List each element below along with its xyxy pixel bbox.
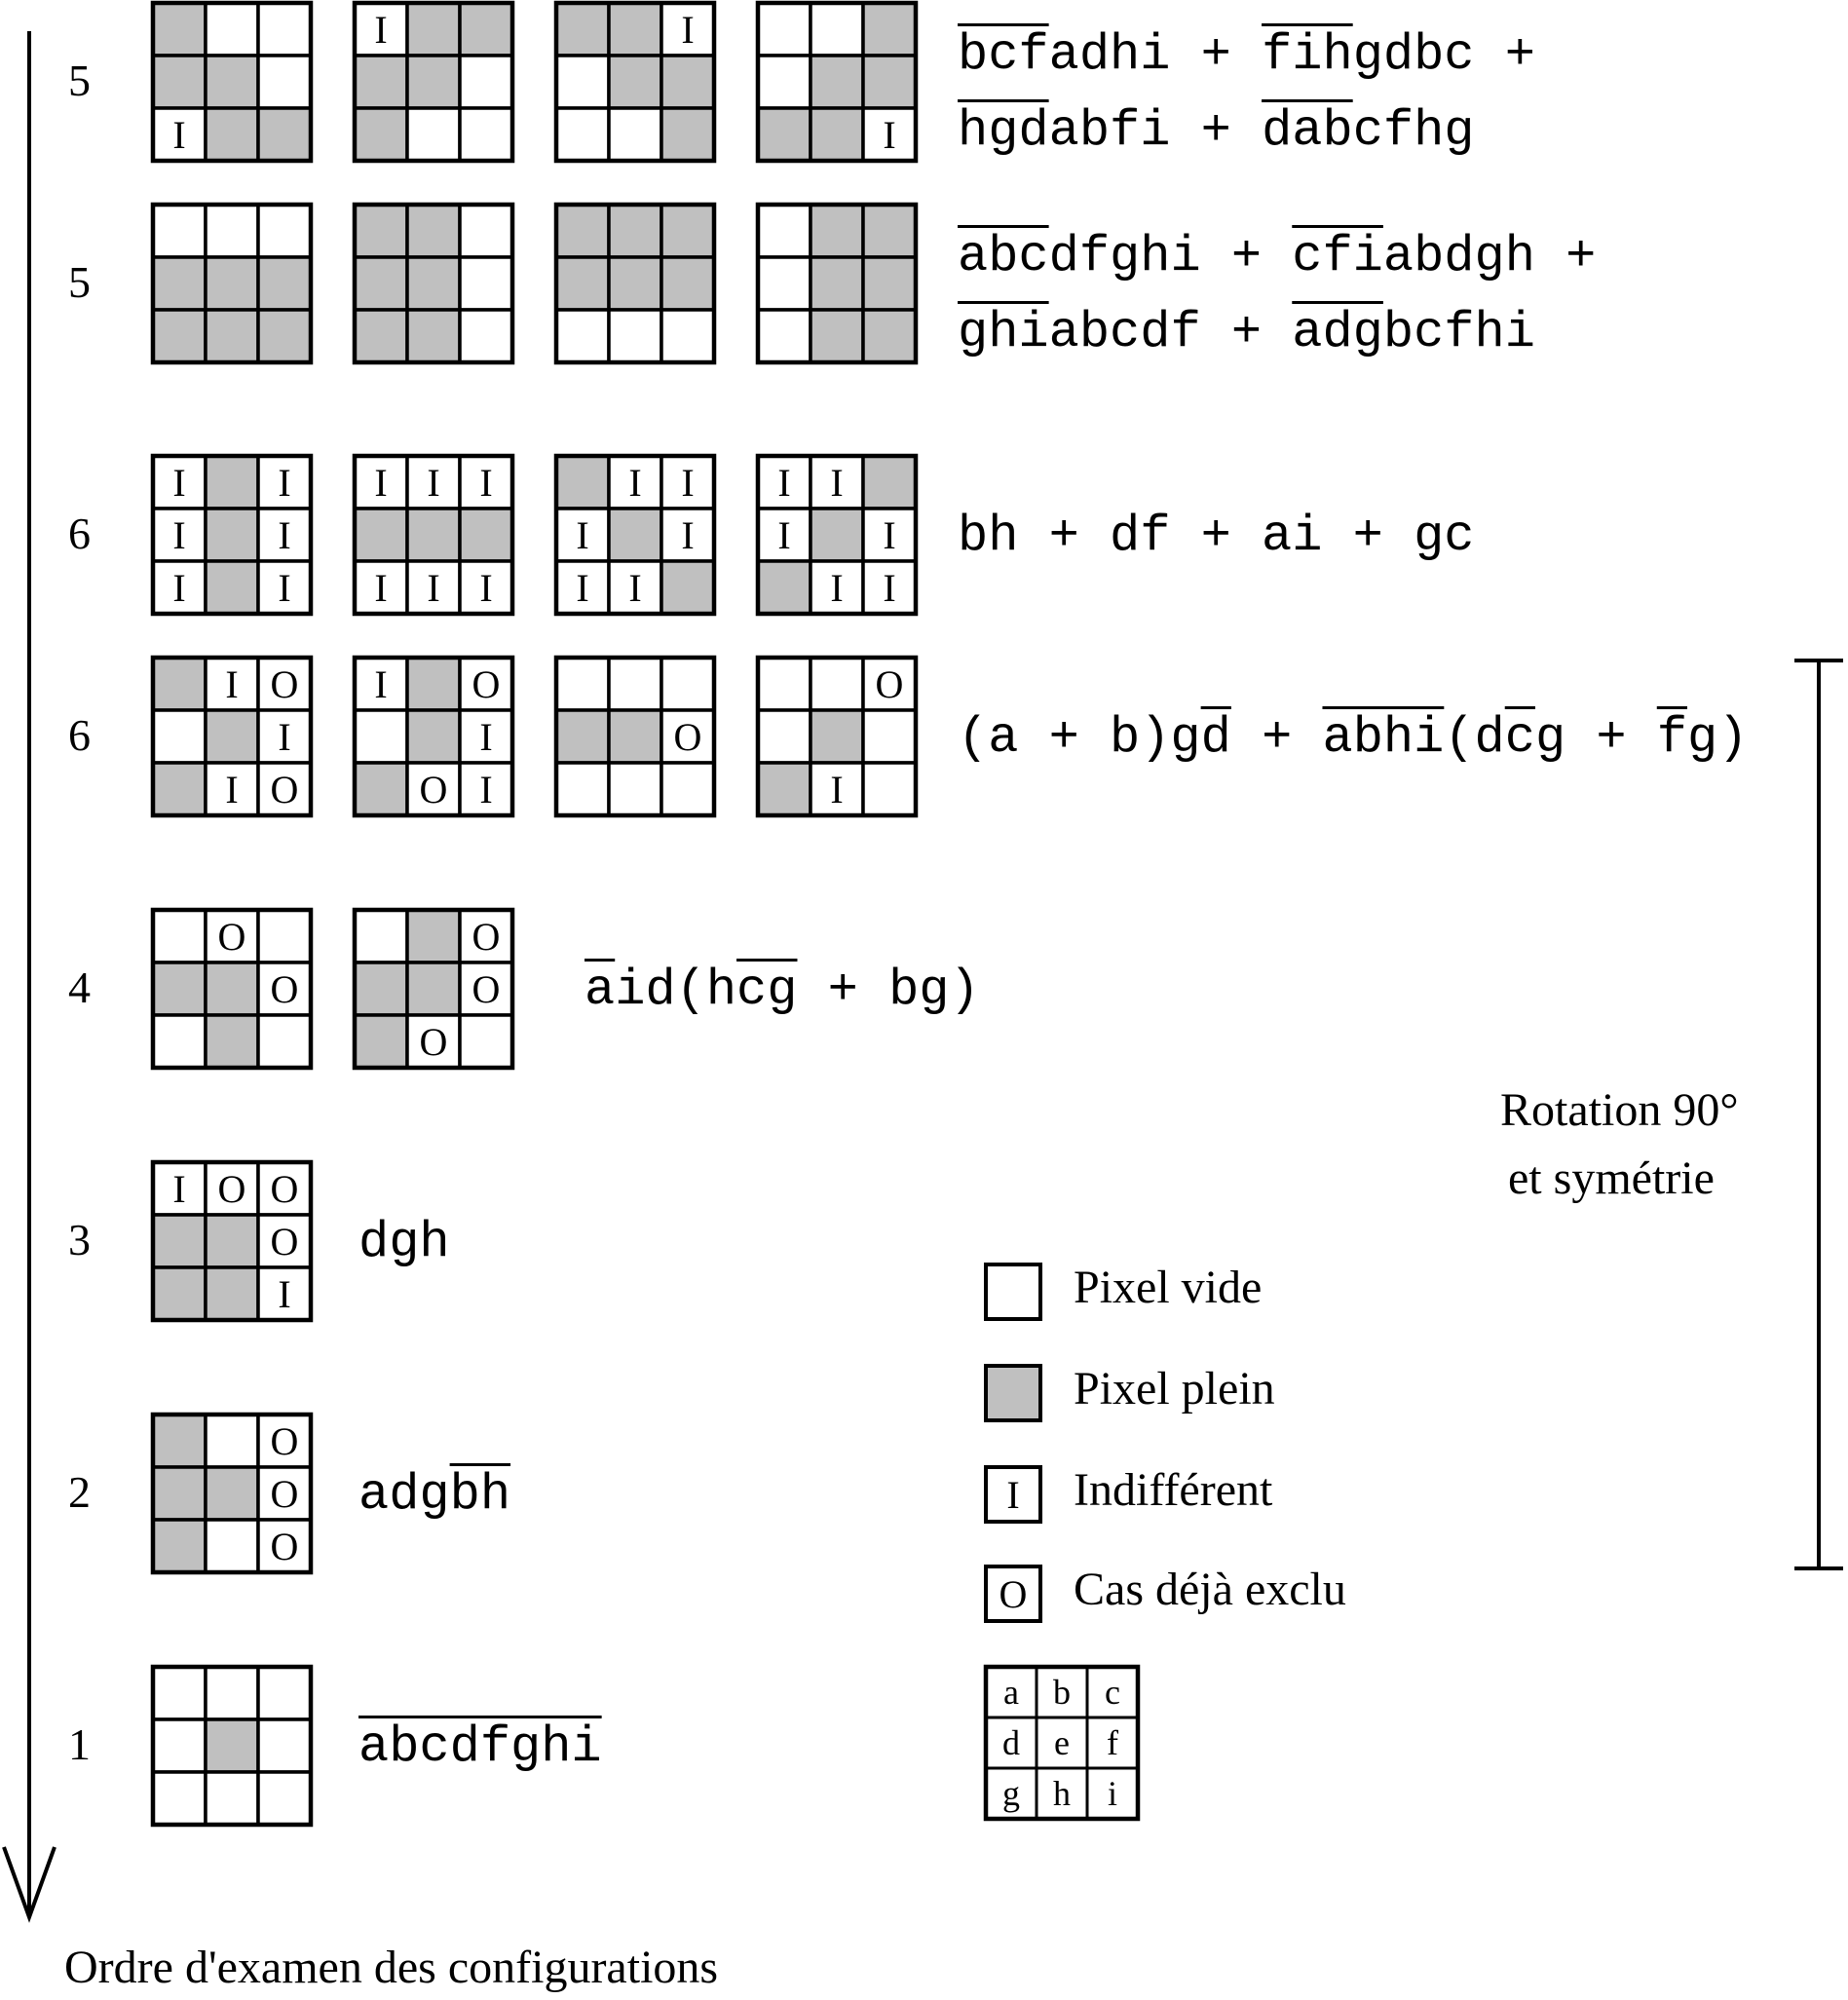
pixel-empty — [556, 310, 609, 362]
excluded-mark: O — [471, 915, 501, 959]
pixel-full — [206, 456, 258, 509]
formula-term: (a + b)g — [958, 709, 1201, 767]
pixel-empty — [661, 310, 714, 362]
configuration-grid — [355, 205, 512, 362]
excluded-mark: O — [270, 1167, 299, 1211]
formula-term: + — [1230, 709, 1323, 767]
pixel-empty — [153, 205, 206, 257]
pixel-empty — [153, 1667, 206, 1719]
legend-label-indifferent: Indifférent — [1074, 1464, 1273, 1516]
excluded-mark: O — [471, 967, 501, 1011]
excluded-mark: O — [270, 768, 299, 811]
pixel-full — [153, 1267, 206, 1320]
pixel-empty — [206, 1520, 258, 1572]
pixel-full — [758, 763, 811, 815]
pixel-full — [355, 108, 407, 161]
pixel-full — [355, 205, 407, 257]
negated-term: $\overline{bh}$ — [449, 1466, 511, 1524]
indifferent-mark: I — [681, 461, 695, 505]
pixel-empty — [609, 763, 661, 815]
indifferent-mark: I — [681, 513, 695, 557]
excluded-mark: O — [270, 1525, 299, 1568]
pixel-empty — [609, 658, 661, 710]
indifferent-mark: I — [172, 566, 186, 610]
pixel-full — [153, 1215, 206, 1267]
pixel-full — [661, 205, 714, 257]
negated-term: $\overline{d}$ — [1200, 709, 1231, 767]
pixel-full — [609, 205, 661, 257]
negated-term: $\overline{cg}$ — [736, 962, 798, 1019]
pixel-empty — [258, 205, 311, 257]
indifferent-mark: I — [278, 715, 291, 759]
pixel-empty — [758, 310, 811, 362]
neighborhood-label: g — [1002, 1774, 1020, 1813]
configuration-grid — [556, 658, 714, 815]
pixel-empty — [206, 3, 258, 56]
pixel-empty — [460, 56, 512, 108]
excluded-mark: O — [270, 1472, 299, 1516]
neighborhood-label: f — [1107, 1723, 1118, 1762]
indifferent-mark: I — [830, 768, 844, 811]
pixel-full — [556, 257, 609, 310]
pixel-full — [153, 56, 206, 108]
pixel-empty — [556, 56, 609, 108]
pixel-full — [355, 962, 407, 1015]
indifferent-mark: I — [172, 1167, 186, 1211]
pixel-full — [206, 108, 258, 161]
indifferent-mark: I — [777, 513, 791, 557]
neighborhood-label: i — [1107, 1774, 1118, 1813]
indifferent-mark: I — [374, 461, 388, 505]
indifferent-mark: I — [883, 513, 896, 557]
pixel-empty — [355, 710, 407, 763]
formula-term: cfhg — [1352, 102, 1475, 160]
configuration-grid — [355, 910, 512, 1068]
pixel-empty — [460, 108, 512, 161]
pixel-full — [206, 509, 258, 561]
pixel-full — [206, 257, 258, 310]
pixel-full — [609, 257, 661, 310]
pixel-full — [407, 509, 460, 561]
indifferent-mark: I — [374, 8, 388, 52]
pixel-full — [811, 509, 863, 561]
pixel-empty — [258, 3, 311, 56]
indifferent-mark: I — [628, 461, 642, 505]
level-number: 4 — [68, 962, 91, 1012]
excluded-mark: O — [217, 915, 246, 959]
configuration-grid — [355, 3, 512, 161]
pixel-full — [863, 205, 916, 257]
negated-term: $\overline{abc}$ — [958, 228, 1049, 285]
pixel-full — [153, 1415, 206, 1467]
configuration-grid — [153, 910, 311, 1068]
negated-term: $\overline{ghi}$ — [958, 304, 1049, 361]
indifferent-mark: I — [479, 715, 493, 759]
legend-label-excluded: Cas déjà exclu — [1074, 1564, 1346, 1615]
indifferent-mark: I — [479, 768, 493, 811]
pixel-full — [153, 3, 206, 56]
negated-term: $\overline{dab}$ — [1262, 102, 1353, 160]
configuration-grid — [153, 456, 311, 614]
pixel-full — [811, 56, 863, 108]
pixel-full — [407, 710, 460, 763]
neighborhood-label: d — [1002, 1723, 1020, 1762]
pixel-full — [153, 763, 206, 815]
pixel-full — [407, 257, 460, 310]
pixel-empty — [811, 658, 863, 710]
excluded-mark: O — [270, 967, 299, 1011]
pixel-full — [153, 962, 206, 1015]
configuration-grid — [556, 3, 714, 161]
indifferent-mark: I — [278, 566, 291, 610]
pixel-full — [609, 509, 661, 561]
indifferent-mark: I — [883, 566, 896, 610]
indifferent-mark: I — [172, 461, 186, 505]
pixel-empty — [355, 910, 407, 962]
pixel-full — [206, 561, 258, 614]
neighborhood-label: b — [1053, 1673, 1071, 1712]
pixel-full — [863, 456, 916, 509]
pixel-full — [206, 710, 258, 763]
indifferent-mark: I — [172, 513, 186, 557]
neighborhood-label: a — [1003, 1673, 1019, 1712]
neighborhood-grid — [986, 1667, 1138, 1819]
formula-term: abfi + — [1048, 102, 1263, 160]
pixel-full — [206, 1015, 258, 1068]
pixel-full — [355, 56, 407, 108]
indifferent-mark: I — [830, 566, 844, 610]
pixel-empty — [758, 710, 811, 763]
pixel-full — [407, 962, 460, 1015]
configuration-grid — [355, 456, 512, 614]
negated-term: $\overline{a}$ — [585, 962, 616, 1019]
pixel-full — [206, 1267, 258, 1320]
boolean-formula — [958, 709, 1749, 767]
boolean-formula — [358, 1466, 511, 1524]
pixel-full — [661, 108, 714, 161]
indifferent-mark: I — [883, 113, 896, 157]
formula-term: gdbc + — [1352, 26, 1535, 84]
configuration-grid — [153, 1415, 311, 1572]
neighborhood-label: e — [1054, 1723, 1070, 1762]
pixel-full — [355, 763, 407, 815]
pixel-empty — [258, 56, 311, 108]
formula-term: bh + df + ai + gc — [958, 508, 1475, 565]
formula-term: id(h — [615, 962, 737, 1019]
pixel-empty — [153, 910, 206, 962]
rotation-note-line2: et symétrie — [1508, 1152, 1715, 1204]
pixel-full — [407, 910, 460, 962]
configuration-grid — [355, 658, 512, 815]
pixel-full — [206, 962, 258, 1015]
indifferent-mark: I — [374, 662, 388, 706]
indifferent-mark: I — [225, 662, 239, 706]
pixel-empty — [758, 205, 811, 257]
formula-term: + bg) — [797, 962, 980, 1019]
pixel-full — [206, 1215, 258, 1267]
pixel-full — [153, 310, 206, 362]
pixel-empty — [758, 3, 811, 56]
formula-term: (d — [1444, 709, 1505, 767]
pixel-full — [355, 257, 407, 310]
pixel-full — [460, 509, 512, 561]
pixel-full — [863, 310, 916, 362]
pixel-full — [407, 56, 460, 108]
legend-label-empty: Pixel vide — [1074, 1262, 1263, 1313]
boolean-formula — [958, 508, 1475, 565]
indifferent-mark: I — [427, 566, 440, 610]
pixel-empty — [258, 910, 311, 962]
negated-term: $\overline{adg}$ — [1292, 304, 1383, 361]
pixel-empty — [863, 710, 916, 763]
indifferent-mark: I — [777, 461, 791, 505]
level-number: 1 — [68, 1719, 91, 1769]
pixel-full — [758, 108, 811, 161]
pixel-empty — [206, 1415, 258, 1467]
pixel-full — [863, 257, 916, 310]
pixel-empty — [661, 658, 714, 710]
pixel-full — [153, 1467, 206, 1520]
configuration-grid — [758, 205, 916, 362]
legend-label-full: Pixel plein — [1074, 1363, 1275, 1415]
boolean-formula — [585, 962, 980, 1019]
indifferent-mark: I — [172, 113, 186, 157]
pixel-empty — [258, 1772, 311, 1825]
boolean-formula — [958, 102, 1475, 160]
formula-term: adg — [358, 1466, 450, 1524]
configuration-grid — [556, 205, 714, 362]
order-caption: Ordre d'examen des configurations — [64, 1942, 719, 1993]
indifferent-mark: I — [628, 566, 642, 610]
legend-swatch-empty — [986, 1264, 1040, 1319]
configuration-grid — [758, 3, 916, 161]
indifferent-mark: I — [225, 768, 239, 811]
configuration-grid — [153, 1667, 311, 1825]
configuration-grid — [153, 1162, 311, 1320]
indifferent-mark: I — [576, 566, 589, 610]
pixel-empty — [609, 108, 661, 161]
pixel-full — [556, 205, 609, 257]
formula-term: bcfhi — [1382, 304, 1535, 361]
pixel-full — [811, 108, 863, 161]
pixel-full — [355, 1015, 407, 1068]
pixel-empty — [258, 1719, 311, 1772]
negated-term: $\overline{bcf}$ — [958, 26, 1049, 84]
pixel-full — [206, 56, 258, 108]
configuration-grid — [556, 456, 714, 614]
configuration-grid — [153, 205, 311, 362]
pixel-full — [258, 310, 311, 362]
pixel-full — [153, 658, 206, 710]
indifferent-mark: I — [278, 513, 291, 557]
level-number: 6 — [68, 710, 91, 760]
pixel-full — [863, 3, 916, 56]
pixel-full — [609, 56, 661, 108]
configuration-grid — [758, 456, 916, 614]
boolean-formula — [958, 228, 1597, 285]
boolean-formula — [358, 1214, 450, 1271]
pixel-empty — [758, 56, 811, 108]
legend-symbol-excluded: O — [999, 1572, 1028, 1616]
indifferent-mark: I — [576, 513, 589, 557]
formula-term: abdgh + — [1382, 228, 1597, 285]
negated-term: $\overline{cfi}$ — [1292, 228, 1383, 285]
neighborhood-label: h — [1053, 1774, 1071, 1813]
negated-term: $\overline{f}$ — [1656, 709, 1687, 767]
negated-term: abhi — [1322, 709, 1445, 767]
pixel-empty — [460, 310, 512, 362]
pixel-full — [556, 3, 609, 56]
pixel-full — [556, 710, 609, 763]
pixel-empty — [153, 1772, 206, 1825]
legend-symbol-indifferent: I — [1006, 1473, 1020, 1517]
indifferent-mark: I — [374, 566, 388, 610]
negated-term: $\overline{c}$ — [1504, 709, 1535, 767]
excluded-mark: O — [419, 768, 448, 811]
indifferent-mark: I — [427, 461, 440, 505]
excluded-mark: O — [419, 1020, 448, 1064]
indifferent-mark: I — [479, 461, 493, 505]
pixel-empty — [811, 3, 863, 56]
negated-term: $\overline{fih}$ — [1262, 26, 1353, 84]
neighborhood-label: c — [1105, 1673, 1120, 1712]
pixel-full — [758, 561, 811, 614]
pixel-full — [661, 257, 714, 310]
boolean-formula — [958, 304, 1535, 361]
pixel-full — [407, 3, 460, 56]
pixel-full — [407, 205, 460, 257]
formula-term: abcdf + — [1048, 304, 1293, 361]
formula-term: adhi + — [1048, 26, 1263, 84]
pixel-empty — [556, 763, 609, 815]
pixel-full — [258, 257, 311, 310]
configuration-grid — [153, 658, 311, 815]
pixel-full — [863, 56, 916, 108]
pixel-full — [661, 561, 714, 614]
pixel-empty — [153, 1719, 206, 1772]
pixel-full — [355, 509, 407, 561]
pixel-empty — [661, 763, 714, 815]
pixel-full — [355, 310, 407, 362]
boolean-formula — [358, 1718, 602, 1776]
excluded-mark: O — [217, 1167, 246, 1211]
pixel-empty — [206, 1667, 258, 1719]
excluded-mark: O — [270, 1419, 299, 1463]
pixel-empty — [206, 205, 258, 257]
pixel-empty — [460, 1015, 512, 1068]
pixel-full — [407, 310, 460, 362]
pixel-full — [407, 658, 460, 710]
excluded-mark: O — [270, 662, 299, 706]
pixel-full — [206, 310, 258, 362]
pixel-empty — [556, 658, 609, 710]
pixel-empty — [460, 205, 512, 257]
pixel-full — [811, 310, 863, 362]
pixel-empty — [758, 658, 811, 710]
level-number: 5 — [68, 56, 91, 105]
pixel-empty — [153, 1015, 206, 1068]
indifferent-mark: I — [479, 566, 493, 610]
pixel-empty — [556, 108, 609, 161]
indifferent-mark: I — [681, 8, 695, 52]
pixel-full — [460, 3, 512, 56]
rotation-note-line1: Rotation 90° — [1500, 1084, 1739, 1136]
level-number: 3 — [68, 1215, 91, 1264]
pixel-empty — [460, 257, 512, 310]
formula-term: g) — [1687, 709, 1749, 767]
pixel-full — [258, 108, 311, 161]
formula-term: dfghi + — [1048, 228, 1293, 285]
negated-term: $\overline{hgd}$ — [958, 102, 1049, 160]
excluded-mark: O — [875, 662, 904, 706]
excluded-mark: O — [270, 1220, 299, 1264]
indifferent-mark: I — [278, 461, 291, 505]
pixel-full — [661, 56, 714, 108]
pixel-empty — [258, 1015, 311, 1068]
legend-swatch-full — [986, 1366, 1040, 1420]
pixel-full — [811, 710, 863, 763]
configuration-grid — [758, 658, 916, 815]
level-number: 6 — [68, 509, 91, 558]
pixel-full — [556, 456, 609, 509]
pixel-full — [206, 1719, 258, 1772]
pixel-full — [609, 710, 661, 763]
pixel-empty — [153, 710, 206, 763]
indifferent-mark: I — [278, 1272, 291, 1316]
excluded-mark: O — [673, 715, 702, 759]
indifferent-mark: I — [830, 461, 844, 505]
excluded-mark: O — [471, 662, 501, 706]
pixel-full — [153, 1520, 206, 1572]
pixel-empty — [863, 763, 916, 815]
pixel-empty — [206, 1772, 258, 1825]
negated-term: abcdfghi — [358, 1718, 602, 1776]
pixel-empty — [609, 310, 661, 362]
pixel-full — [153, 257, 206, 310]
configuration-grid — [153, 3, 311, 161]
pixel-empty — [407, 108, 460, 161]
boolean-formula — [958, 26, 1535, 84]
level-number: 2 — [68, 1467, 91, 1517]
pixel-full — [811, 257, 863, 310]
pixel-full — [206, 1467, 258, 1520]
formula-term: dgh — [358, 1214, 450, 1271]
pixel-empty — [758, 257, 811, 310]
pixel-full — [609, 3, 661, 56]
pixel-empty — [258, 1667, 311, 1719]
formula-term: g + — [1534, 709, 1657, 767]
level-number: 5 — [68, 257, 91, 307]
pixel-full — [811, 205, 863, 257]
